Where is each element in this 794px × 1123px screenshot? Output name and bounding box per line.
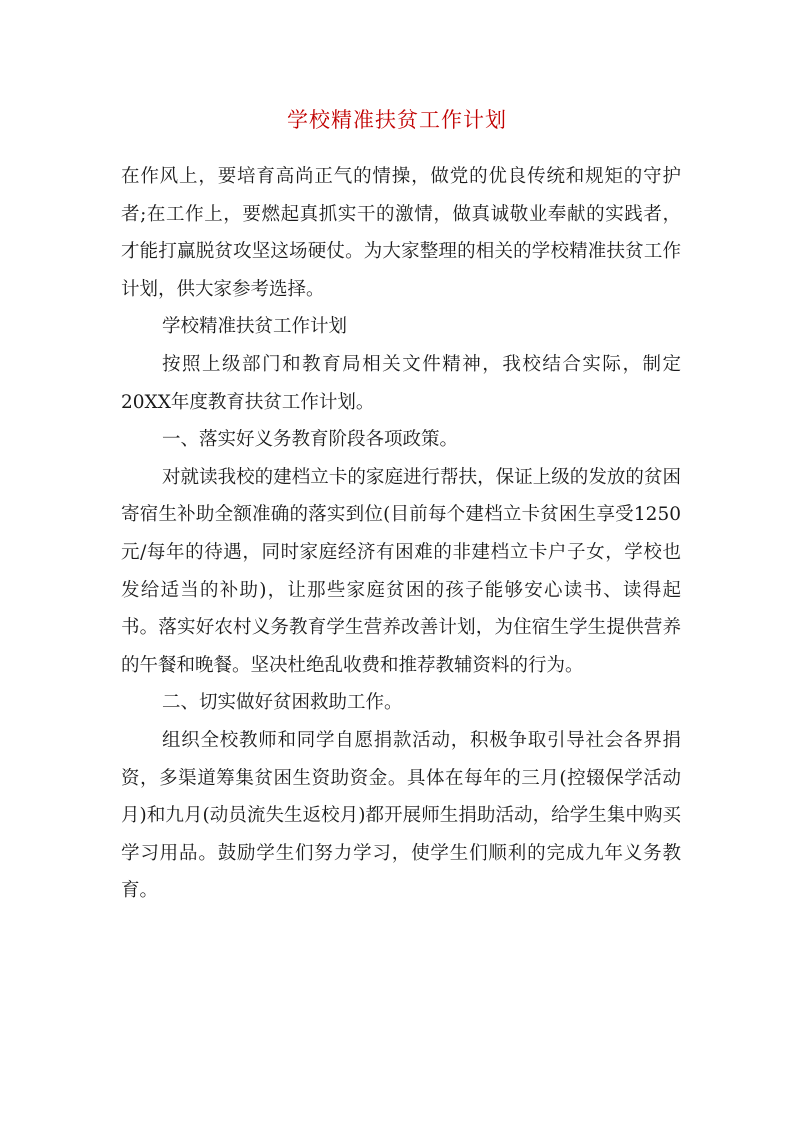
section-two-paragraph: 组织全校教师和同学自愿捐款活动，积极争取引导社会各界捐资，多渠道筹集贫困生资助资金。具体在每年的三月(控辍保学活动月)和九月(动员流失生返校月)都开展师生捐助活动，给学生集中购买学习用品。鼓励学生们努力学习，使学生们顺利的完成九年义务教育。: [121, 729, 681, 902]
preface-paragraph: 按照上级部门和教育局相关文件精神，我校结合实际，制定20XX年度教育扶贫工作计划。: [121, 353, 681, 413]
section-one-heading: 一、落实好义务教育阶段各项政策。: [162, 429, 459, 451]
section-two-heading: 二、切实做好贫困救助工作。: [162, 692, 403, 714]
intro-paragraph: 在作风上，要培育高尚正气的情操，做党的优良传统和规矩的守护者;在工作上，要燃起真抓实干的激情，做真诚敬业奉献的实践者，才能打赢脱贫攻坚这场硬仗。为大家整理的相关的学校精准扶贫工作计划，供大家参考选择。: [121, 166, 681, 300]
document-body: [121, 158, 681, 910]
section-one-paragraph: 对就读我校的建档立卡的家庭进行帮扶，保证上级的发放的贫困寄宿生补助全额准确的落实到位(目前每个建档立卡贫困生享受1250元/每年的待遇，同时家庭经济有困难的非建档立卡户子女，学校也发给适当的补助)，让那些家庭贫困的孩子能够安心读书、读得起书。落实好农村义务教育学生营养改善计划，为住宿生学生提供营养的午餐和晚餐。坚决杜绝乱收费和推荐教辅资料的行为。: [121, 466, 681, 676]
section-heading: 学校精准扶贫工作计划: [162, 316, 348, 338]
document-title: 学校精准扶贫工作计划: [287, 108, 507, 132]
